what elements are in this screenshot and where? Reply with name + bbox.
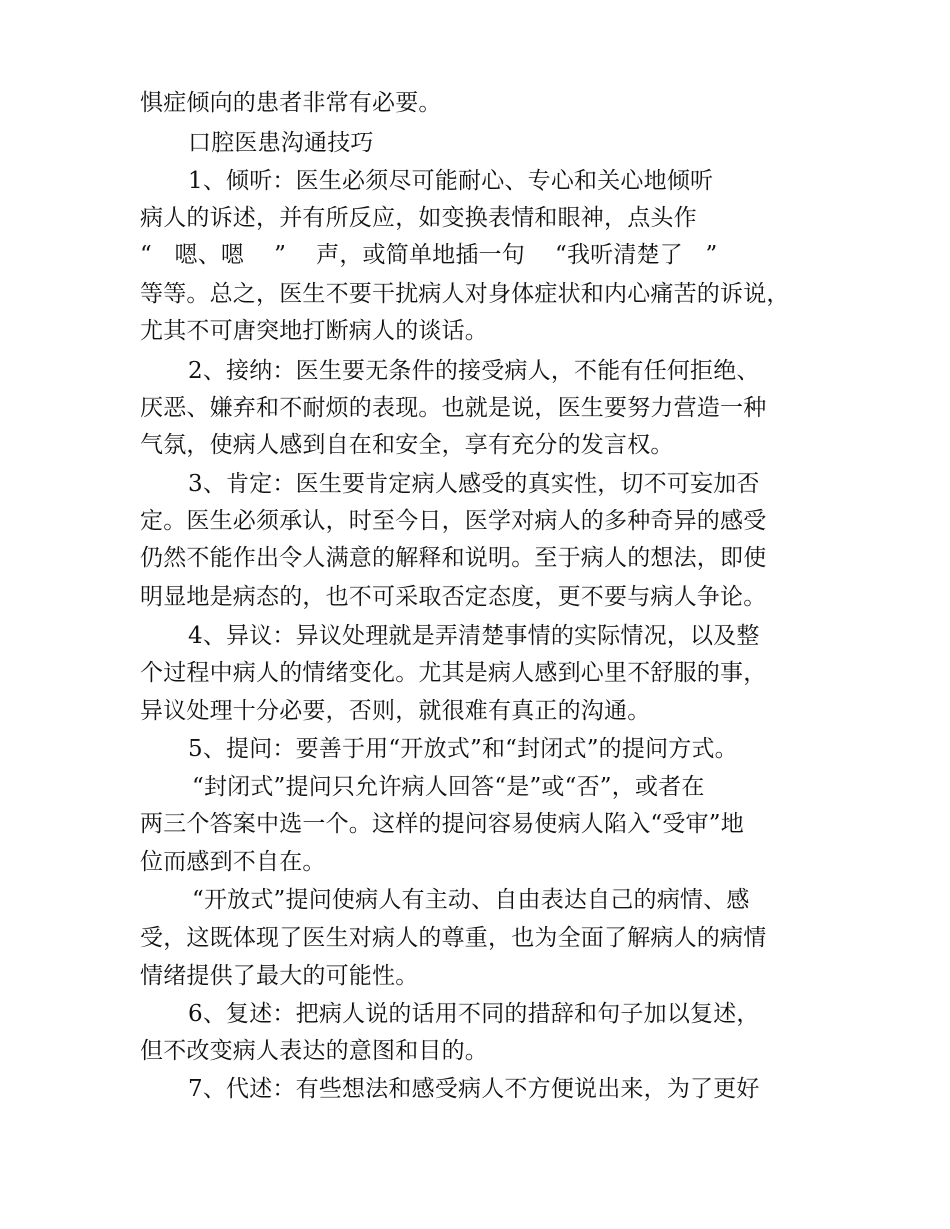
text-line: 明显地是病态的，也不可采取否定态度，更不要与病人争论。	[140, 584, 767, 610]
text-line: 4、异议：异议处理就是弄清楚事情的实际情况，以及整	[188, 623, 760, 649]
text-line: 惧症倾向的患者非常有必要。	[140, 90, 442, 116]
text-line: 仍然不能作出令人满意的解释和说明。至于病人的想法，即使	[140, 545, 767, 571]
text-line: “ 嗯、嗯 ” 声，或简单地插一句 “我听清楚了 ”	[140, 242, 718, 268]
text-line: 1、倾听：医生必须尽可能耐心、专心和关心地倾听	[188, 168, 714, 194]
text-line: 6、复述：把病人说的话用不同的措辞和句子加以复述，	[188, 1001, 760, 1027]
text-line: 厌恶、嫌弃和不耐烦的表现。也就是说，医生要努力营造一种	[140, 395, 767, 421]
text-line: 个过程中病人的情绪变化。尤其是病人感到心里不舒服的事，	[140, 660, 767, 686]
text-line: 位而感到不自在。	[140, 849, 326, 875]
text-line: 尤其不可唐突地打断病人的谈话。	[140, 318, 488, 344]
text-line: 两三个答案中选一个。这样的提问容易使病人陷入“受审”地	[140, 811, 744, 837]
text-line: 受，这既体现了医生对病人的尊重，也为全面了解病人的病情	[140, 925, 767, 951]
text-line: 情绪提供了最大的可能性。	[140, 963, 419, 989]
text-line: 7、代述：有些想法和感受病人不方便说出来，为了更好	[188, 1076, 760, 1102]
text-line: 5、提问：要善于用“开放式”和“封闭式”的提问方式。	[188, 736, 738, 762]
text-line: 2、接纳：医生要无条件的接受病人，不能有任何拒绝、	[188, 358, 760, 384]
text-line: “开放式”提问使病人有主动、自由表达自己的病情、感	[192, 887, 750, 913]
text-line: 定。医生必须承认，时至今日，医学对病人的多种奇异的感受	[140, 508, 767, 534]
text-line: 但不改变病人表达的意图和目的。	[140, 1038, 488, 1064]
text-line: “封闭式”提问只允许病人回答“是”或“否”，或者在	[192, 774, 705, 800]
text-line: 异议处理十分必要，否则，就很难有真正的沟通。	[140, 698, 651, 724]
text-line: 气氛，使病人感到自在和安全，享有充分的发言权。	[140, 432, 674, 458]
text-line: 病人的诉述，并有所反应，如变换表情和眼神，点头作	[140, 205, 697, 231]
text-line: 等等。总之，医生不要干扰病人对身体症状和内心痛苦的诉说，	[140, 281, 790, 307]
section-heading: 口腔医患沟通技巧	[188, 130, 374, 156]
text-line: 3、肯定：医生要肯定病人感受的真实性，切不可妄加否	[188, 471, 760, 497]
